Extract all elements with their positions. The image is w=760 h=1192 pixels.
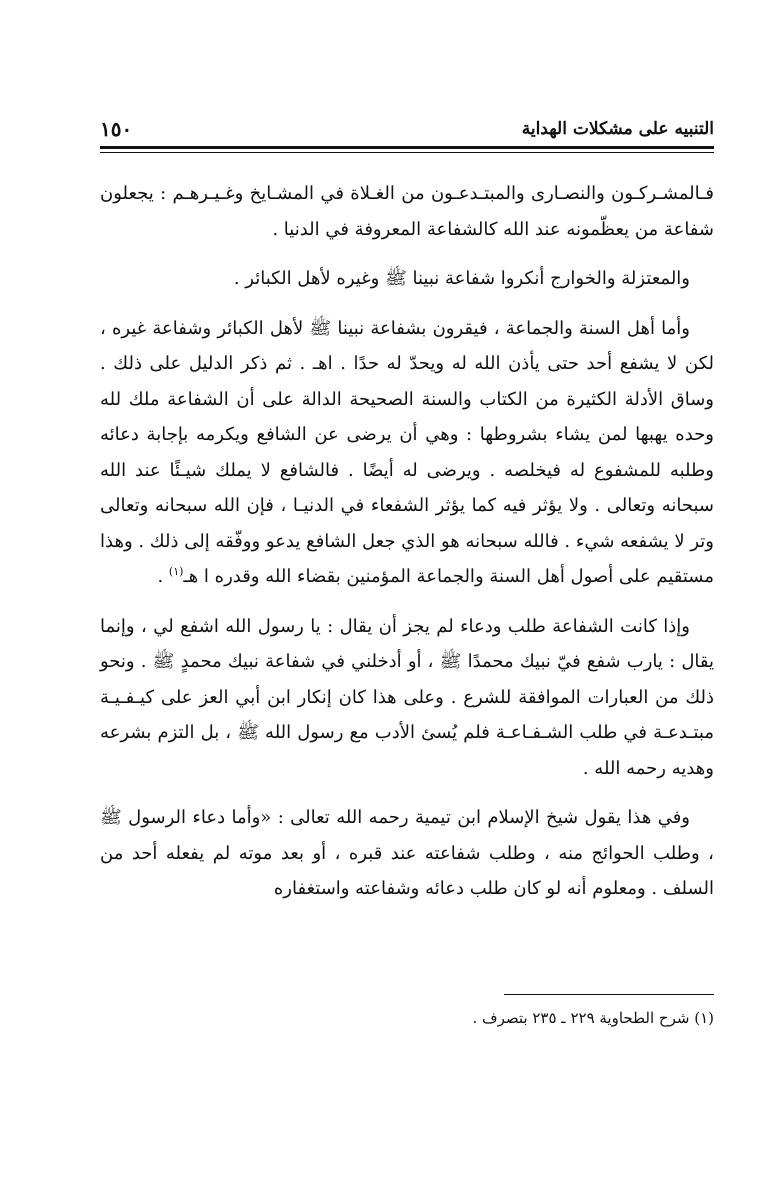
paragraph-3-text: وأما أهل السنة والجماعة ، فيقرون بشفاعة نبينا ﷺ لأهل الكبائر وشفاعة غيره ، لكن لا يشفع أحد حتى يأذن الله له ويحدّ له حدًا . اهـ . ثم ذكر الدليل على ذلك . وساق الأدلة الكثيرة من الكتاب والسنة الصحيحة الدالة على أن الشفاعة ملك لله وحده يهبها لمن يشاء بشروطها : وهي أن يرضى عن الشافع ويكرمه بإجابة دعائه وطلبه للمشفوع له فيخلصه . ويرضى له أيضًا . فالشافع لا يملك شيـئًا عند الله سبحانه وتعالى . ولا يؤثر فيه كما يؤثر الشفعاء في الدنيـا ، فإن الله سبحانه وتعالى وتر لا يشفعه شيء . فالله سبحانه هو الذي جعل الشافع يدعو ووفّقه إلى ذلك . وهذا مستقيم على أصول أهل السنة والجماعة المؤمنين بقضاء الله وقدره ا هـ	[100, 317, 714, 587]
paragraph-3	[100, 311, 714, 595]
book-page	[100, 0, 714, 1192]
running-title: التنبيه على مشكلات الهداية	[521, 119, 714, 139]
page-number: ١٥٠	[100, 117, 133, 141]
paragraph-2: والمعتزلة والخوارج أنكروا شفاعة نبينا ﷺ وغيره لأهل الكبائر .	[233, 268, 690, 289]
paragraph-3-tail: .	[157, 566, 169, 587]
main-text	[100, 176, 714, 921]
paragraph-5: وفي هذا يقول شيخ الإسلام ابن تيمية رحمه الله تعالى : «وأما دعاء الرسول ﷺ ، وطلب الحوائج منه ، وطلب شفاعته عند قبره ، أو بعد موته لم يفعله أحد من السلف . ومعلوم أنه لو كان طلب دعائه وشفاعته واستغفاره	[100, 807, 714, 899]
footnote-reference: (١)	[168, 565, 184, 578]
paragraph-1: فـالمشـركـون والنصـارى والمبتـدعـون من الغـلاة في المشـايخ وغـيـرهـم : يجعلون شفاعة من يعظّمونه عند الله كالشفاعة المعروفة في الدنيا .	[100, 183, 715, 240]
header-rule-thick	[100, 146, 714, 149]
footnote-text: (١) شرح الطحاوية ٢٢٩ ـ ٢٣٥ بتصرف .	[472, 1009, 714, 1027]
page-header	[100, 112, 714, 146]
paragraph-4: وإذا كانت الشفاعة طلب ودعاء لم يجز أن يقال : يا رسول الله اشفع لي ، وإنما يقال : يارب شفع فيّ نبيك محمدًا ﷺ ، أو أدخلني في شفاعة نبيك محمدٍ ﷺ . ونحو ذلك من العبارات الموافقة للشرع . وعلى هذا كان إنكار ابن أبي العز على كيـفـيـة مبتـدعـة في طلب الشـفـاعـة فلم يُسئ الأدب مع رسول الله ﷺ ، بل التزم بشرعه وهديه رحمه الله .	[100, 615, 714, 779]
footnote-rule	[504, 994, 714, 995]
header-rule-thin	[100, 152, 714, 153]
